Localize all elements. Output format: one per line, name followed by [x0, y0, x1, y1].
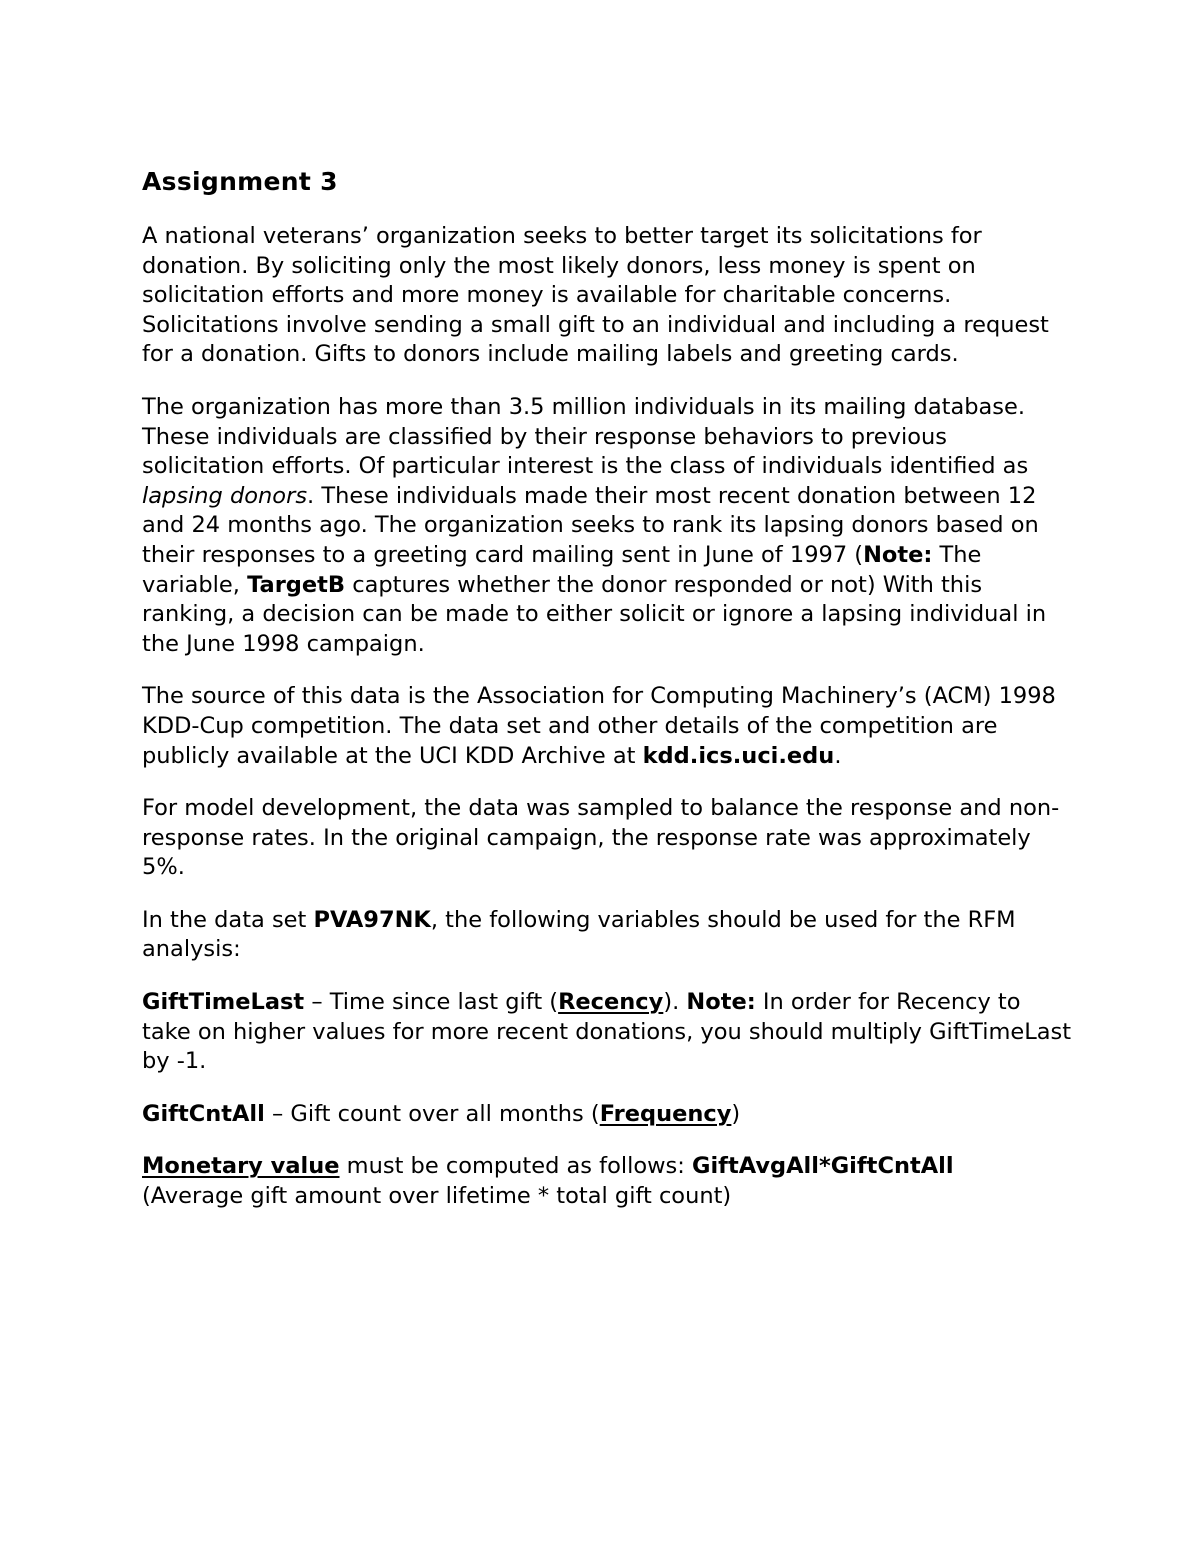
paragraph-source	[142, 682, 1072, 771]
paragraph-frequency	[142, 1100, 1072, 1130]
dataset-name: PVA97NK	[313, 906, 431, 933]
frequency-variable: GiftCntAll	[142, 1100, 265, 1127]
paragraph-recency-text-a: – Time since last gift (	[304, 989, 559, 1016]
paragraph-source-text-a: The source of this data is the Association for Computing Machinery’s (ACM) 1998 KDD-Cup competition. The data set and other details of the competition are publicly available at the UCI KDD Archive at	[142, 683, 1056, 769]
paragraph-dataset	[142, 906, 1072, 965]
frequency-label: Frequency	[599, 1100, 732, 1127]
paragraph-database-text-d: captures whether the donor responded or not) With this ranking, a decision can be made to either solicit or ignore a lapsing individual in the June 1998 campaign.	[142, 571, 1047, 657]
paragraph-frequency-text-a: – Gift count over all months (	[264, 1100, 600, 1127]
paragraph-database	[142, 393, 1072, 659]
monetary-formula: GiftAvgAll*GiftCntAll	[692, 1153, 954, 1180]
paragraph-recency-text-c: In order for Recency to take on higher values for more recent donations, you should multiply GiftTimeLast by -1.	[142, 989, 1072, 1075]
paragraph-frequency-text-b: )	[731, 1100, 741, 1127]
paragraph-recency-text-b: ).	[663, 989, 687, 1016]
paragraph-database-text-c: The variable,	[142, 541, 982, 598]
paragraph-database-text-b: . These individuals made their most recent donation between 12 and 24 months ago. The organization seeks to rank its lapsing donors based on their responses to a greeting card mailing sent in June of 1997 (	[142, 482, 1039, 568]
kdd-archive-link[interactable]: kdd.ics.uci.edu	[642, 742, 835, 769]
recency-note-label: Note:	[686, 989, 756, 1016]
paragraph-monetary-text-a: must be computed as follows:	[339, 1153, 692, 1180]
paragraph-model-development	[142, 794, 1072, 883]
paragraph-intro-text: A national veterans’ organization seeks to better target its solicitations for donation. By soliciting only the most likely donors, less money is spent on solicitation efforts and more money is available for charitable concerns. Solicitations involve sending a small gift to an individual and including a request for a donation. Gifts to donors include mailing labels and greeting cards.	[142, 223, 1049, 368]
paragraph-recency	[142, 988, 1072, 1077]
recency-variable: GiftTimeLast	[142, 989, 305, 1016]
paragraph-database-text-a: The organization has more than 3.5 million individuals in its mailing database. These individuals are classified by their response behaviors to previous solicitation efforts. Of particular interest is the class of individuals identified as	[142, 393, 1029, 480]
note-label: Note:	[863, 541, 933, 568]
paragraph-model-development-text: For model development, the data was sampled to balance the response and non-response rates. In the original campaign, the response rate was approximately 5%.	[142, 795, 1060, 881]
document-title: Assignment 3	[142, 167, 338, 196]
paragraph-monetary	[142, 1152, 1072, 1211]
paragraph-dataset-text-b: , the following variables should be used for the RFM analysis:	[142, 906, 1016, 963]
paragraph-dataset-text-a: In the data set	[142, 906, 314, 933]
paragraph-intro	[142, 222, 1072, 370]
paragraph-monetary-line2: (Average gift amount over lifetime * total gift count)	[142, 1183, 732, 1210]
monetary-label: Monetary value	[142, 1153, 340, 1180]
lapsing-donors-term: lapsing donors	[142, 482, 308, 509]
paragraph-source-text-b: .	[834, 742, 842, 769]
target-variable: TargetB	[247, 571, 346, 598]
document-page	[142, 165, 1072, 1235]
recency-label: Recency	[558, 989, 664, 1016]
